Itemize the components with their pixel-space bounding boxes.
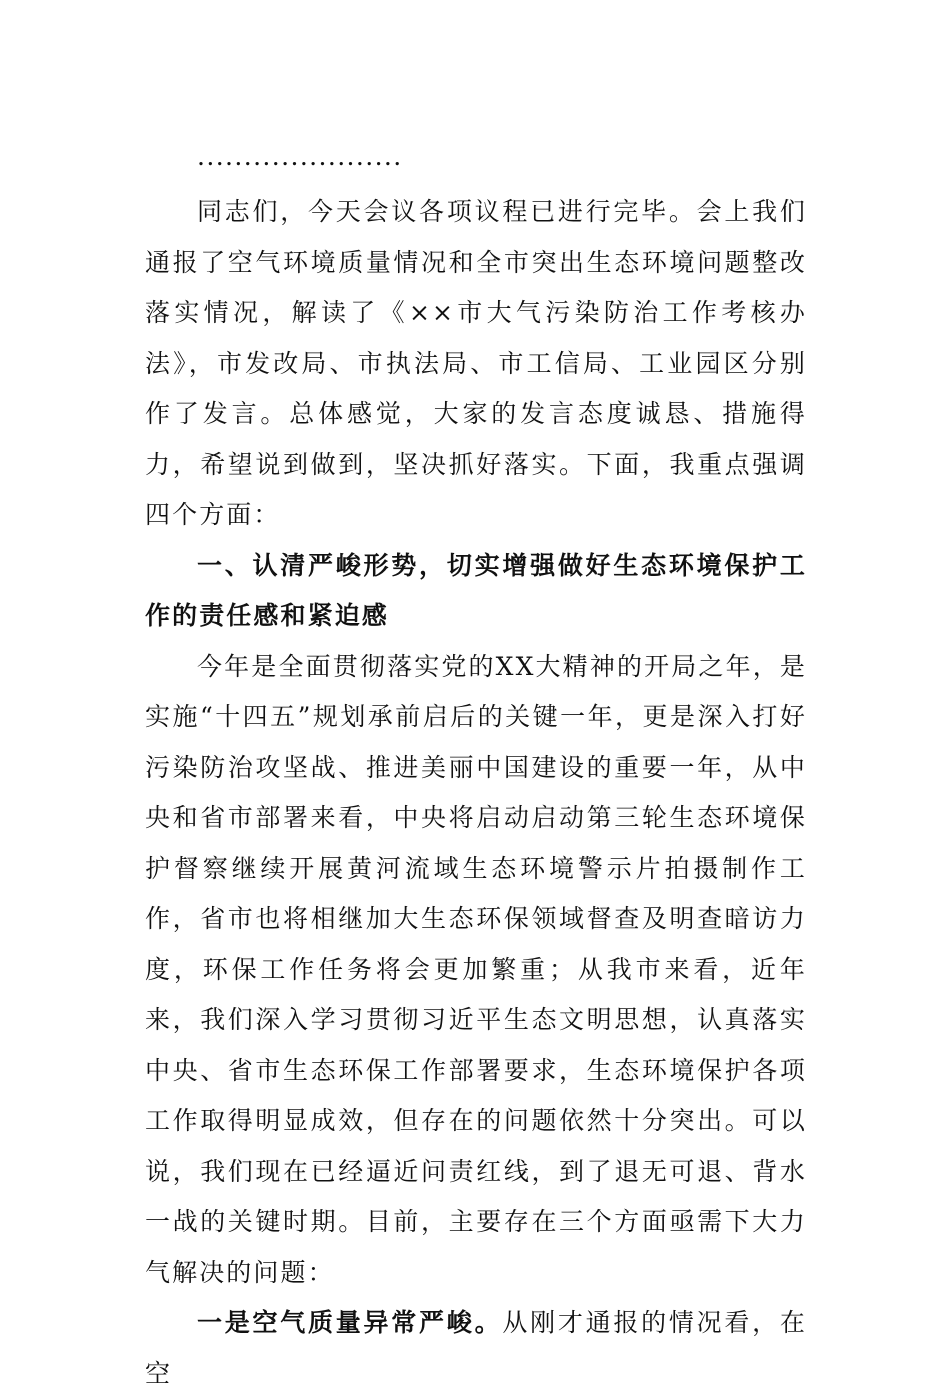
ellipsis-line: ......................: [197, 142, 403, 171]
document-page: [145, 136, 807, 1399]
body-paragraph-1: 今年是全面贯彻落实党的XX大精神的开局之年，是实施“十四五”规划承前启后的关键一年，更是深入打好污染防治攻坚战、推进美丽中国建设的重要一年，从中央和省市部署来看，中央将启动启动第三轮生态环境保护督察继续开展黄河流域生态环境警示片拍摄制作工作，省市也将相继加大生态环保领域督查及明查暗访力度，环保工作任务将会更加繁重；从我市来看，近年来，我们深入学习贯彻习近平生态文明思想，认真落实中央、省市生态环保工作部署要求，生态环境保护各项工作取得明显成效，但存在的问题依然十分突出。可以说，我们现在已经逼近问责红线，到了退无可退、背水一战的关键时期。目前，主要存在三个方面亟需下大力气解决的问题：: [145, 651, 807, 1287]
point-1-lead: 一是空气质量异常严峻。: [197, 1308, 503, 1337]
intro-paragraph: 同志们，今天会议各项议程已进行完毕。会上我们通报了空气环境质量情况和全市突出生态环境问题整改落实情况，解读了《××市大气污染防治工作考核办法》，市发改局、市执法局、市工信局、工业园区分别作了发言。总体感觉，大家的发言态度诚恳、措施得力，希望说到做到，坚决抓好落实。下面，我重点强调四个方面：: [145, 197, 807, 529]
point-1-text: 从刚才通报的情况看，在空: [145, 1308, 807, 1388]
section-heading-1: 一、认清严峻形势，切实增强做好生态环境保护工作的责任感和紧迫感: [145, 550, 807, 630]
point-paragraph-1: [145, 1298, 807, 1399]
